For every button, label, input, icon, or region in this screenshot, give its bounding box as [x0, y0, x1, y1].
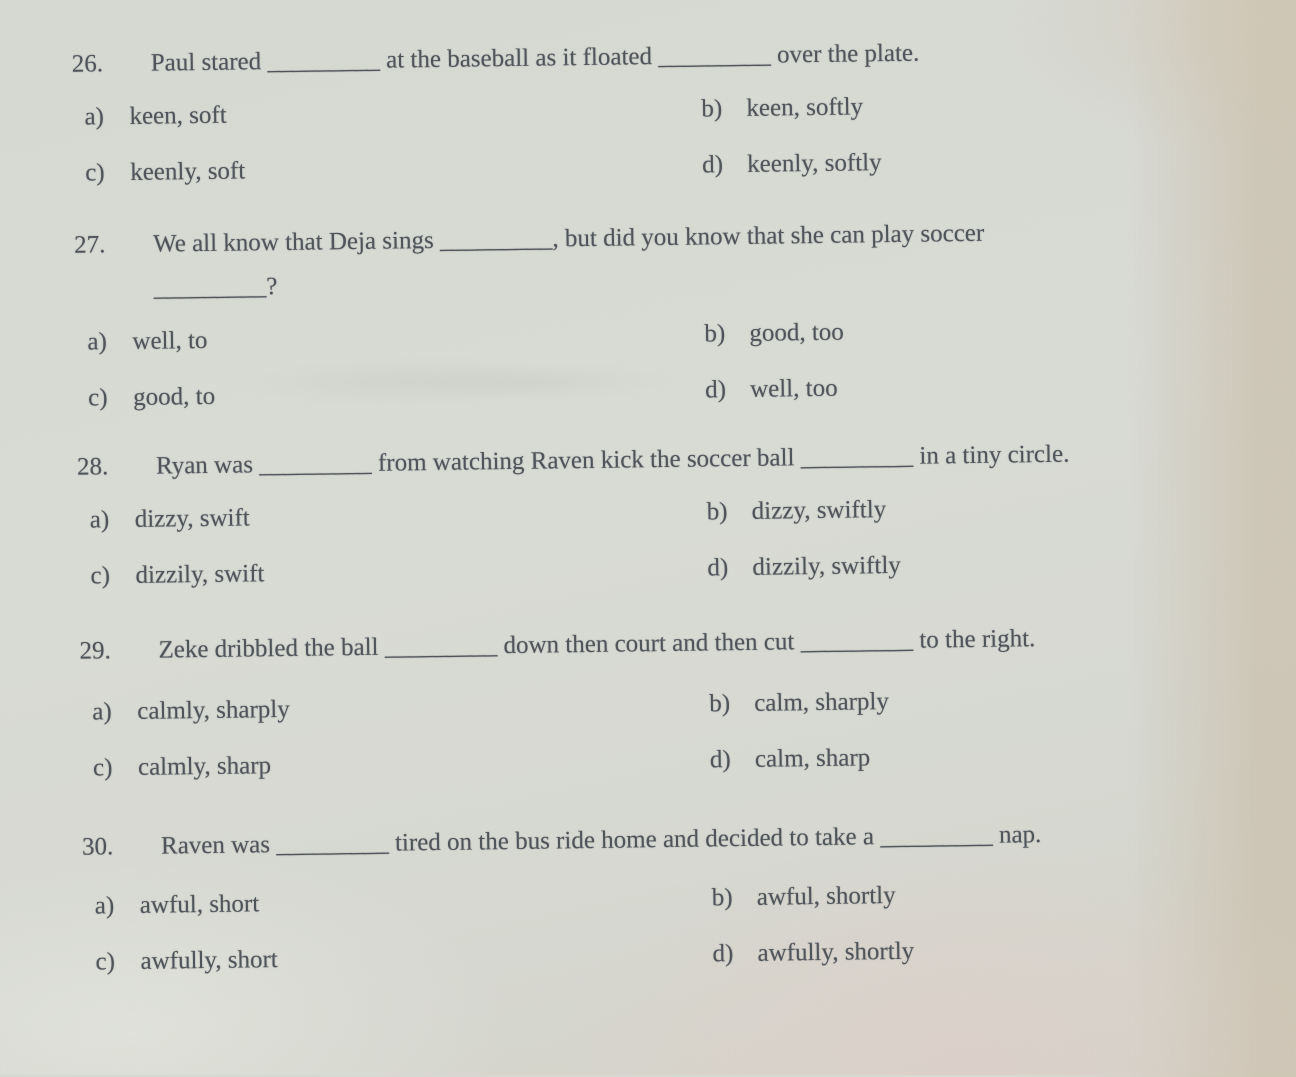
question-29 — [1, 614, 1287, 787]
option-label: dizzily, swift — [135, 560, 265, 589]
option-letter: d) — [709, 746, 731, 774]
option-30-d — [622, 930, 1289, 973]
question-28-line — [0, 430, 1283, 491]
option-label: keenly, soft — [130, 157, 246, 186]
question-number: 30. — [81, 833, 114, 861]
option-label: dizzy, swiftly — [751, 496, 887, 525]
question-26 — [0, 27, 1279, 192]
question-number: 28. — [76, 453, 109, 481]
option-letter: c) — [95, 948, 116, 976]
option-letter: a) — [87, 328, 108, 356]
option-letter: a) — [94, 892, 115, 920]
option-label: dizzy, swift — [134, 504, 250, 533]
option-28-d — [617, 544, 1284, 587]
option-letter: b) — [704, 320, 726, 348]
option-29-c — [3, 745, 620, 787]
option-letter: a) — [89, 506, 110, 534]
options-grid — [0, 85, 1279, 192]
question-text: Ryan was _________ from watching Raven kick the soccer ball _________ in a tiny circle. — [155, 440, 1070, 480]
question-26-line — [0, 27, 1278, 88]
option-27-c — [0, 375, 615, 417]
option-29-d — [620, 736, 1287, 779]
option-label: awful, short — [139, 890, 260, 919]
question-number: 27. — [73, 231, 106, 259]
option-letter: a) — [92, 698, 112, 726]
question-28 — [0, 430, 1285, 595]
option-28-b — [617, 488, 1284, 531]
option-letter: d) — [704, 376, 727, 404]
option-label: dizzily, swiftly — [752, 551, 901, 581]
option-letter: b) — [709, 690, 731, 718]
option-letter: b) — [701, 95, 723, 123]
question-text: Zeke dribbled the ball _________ down then court and then cut _________ to the right. — [158, 625, 1036, 664]
option-letter: a) — [84, 103, 105, 131]
option-letter: d) — [701, 151, 724, 179]
option-label: calm, sharply — [754, 688, 890, 717]
option-30-b — [622, 874, 1289, 917]
option-label: keen, softly — [746, 93, 864, 122]
question-text: Raven was _________ tired on the bus ride home and decided to take a _________ nap. — [160, 821, 1042, 860]
option-letter: c) — [87, 384, 108, 412]
option-letter: b) — [706, 498, 728, 526]
option-label: good, to — [132, 382, 216, 411]
options-grid — [0, 488, 1285, 595]
question-number: 29. — [79, 637, 111, 665]
option-28-a — [0, 497, 617, 539]
option-label: good, too — [749, 318, 845, 347]
question-30 — [4, 810, 1290, 981]
option-26-c — [0, 150, 612, 192]
option-26-b — [611, 85, 1278, 128]
question-29-line — [1, 614, 1285, 675]
question-number: 26. — [71, 50, 104, 78]
option-29-b — [619, 680, 1286, 723]
option-label: calmly, sharp — [137, 752, 272, 781]
option-label: calm, sharp — [754, 744, 871, 773]
option-30-a — [5, 883, 622, 925]
option-label: keen, soft — [129, 101, 227, 130]
options-grid — [2, 680, 1287, 787]
option-28-c — [0, 553, 617, 595]
options-grid — [0, 310, 1282, 417]
question-27 — [0, 208, 1282, 417]
question-30-line — [4, 810, 1288, 871]
option-label: keenly, softly — [746, 149, 882, 178]
option-letter: c) — [85, 159, 105, 187]
option-letter: d) — [712, 940, 734, 968]
options-grid — [5, 874, 1290, 981]
option-label: well, too — [749, 374, 838, 403]
option-27-b — [614, 310, 1281, 353]
option-30-c — [5, 939, 622, 981]
option-26-a — [0, 94, 612, 136]
question-text: Paul stared _________ at the baseball as it floated _________ over the plate. — [150, 39, 920, 77]
option-label: calmly, sharply — [137, 695, 290, 725]
option-label: well, to — [132, 326, 208, 355]
question-text-continued: _________? — [153, 273, 278, 302]
option-label: awfully, shortly — [757, 937, 915, 967]
option-26-d — [612, 141, 1279, 184]
option-letter: c) — [92, 754, 113, 782]
option-label: awfully, short — [140, 946, 278, 975]
option-27-d — [615, 366, 1282, 409]
option-letter: b) — [711, 884, 733, 912]
option-letter: d) — [707, 554, 729, 582]
option-label: awful, shortly — [756, 882, 896, 911]
question-text: We all know that Deja sings _________, but did you know that she can play soccer — [152, 219, 985, 258]
option-29-a — [2, 689, 619, 731]
option-letter: c) — [90, 562, 111, 590]
option-27-a — [0, 319, 615, 361]
